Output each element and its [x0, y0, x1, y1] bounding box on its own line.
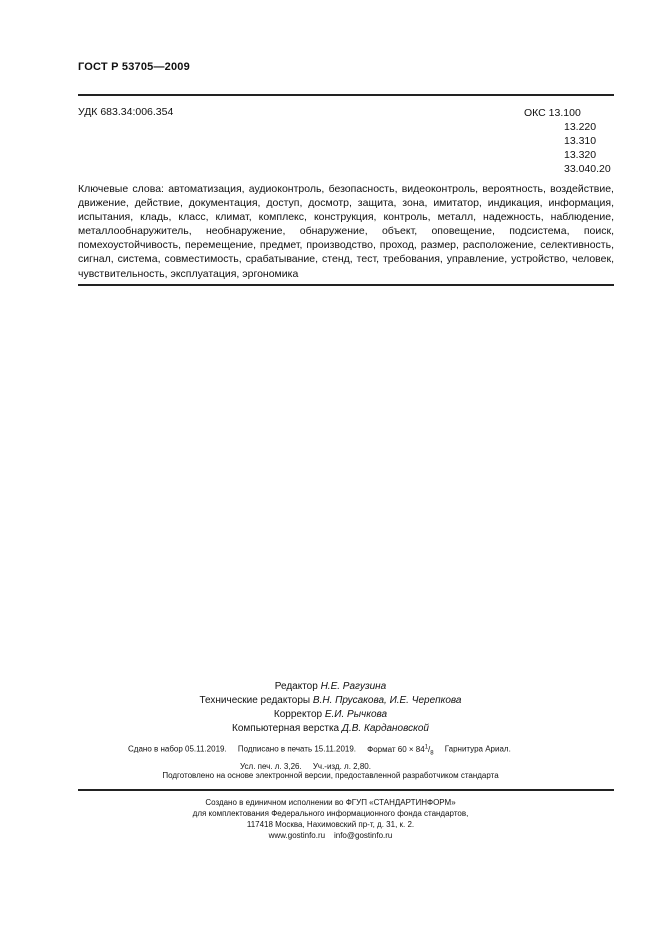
- corrector-name: Е.И. Рычкова: [324, 709, 388, 720]
- oks-block: [524, 106, 616, 176]
- bottom-divider: [78, 284, 614, 286]
- editor-name: Н.Е. Рагузина: [320, 681, 387, 692]
- credits-block: [0, 680, 661, 736]
- oks-code: 13.220: [564, 121, 597, 133]
- oks-code: 13.320: [564, 149, 597, 161]
- keywords-text: автоматизация, аудиоконтроль, безопасность, видеоконтроль, вероятность, воздействие, движение, действие, документация, доступ, досмотр, защита, зона, имитатор, индикация, информация, испытания, кладь, класс, климат, комплекс, конструкция, контроль, металл, надежность, наблюдение, металлообнаружитель, необнаружение, обнаружение, объект, оповещение, подсистема, поиск, помехоустойчивость, перемещение, предмет, производство, проход, размер, расположение, селективность, сигнал, система, совместимость, срабатывание, стенд, тест, требования, управление, устройство, человек, чувствительность, эксплуатация, эргономика: [78, 183, 614, 280]
- layout-line: Компьютерная верстка Д.В. Кардановской: [232, 723, 429, 734]
- corrector-line: Корректор Е.И. Рычкова: [273, 709, 388, 720]
- keywords-paragraph: [78, 182, 614, 281]
- oks-code: 13.310: [564, 135, 597, 147]
- oks-row-1: [524, 106, 616, 120]
- tech-editors-line: Технические редакторы В.Н. Прусакова, И.Е. Черепкова: [199, 695, 462, 706]
- publisher-contacts: [0, 830, 661, 841]
- publisher-line-1: Создано в единичном исполнении во ФГУП «СТАНДАРТИНФОРМ»: [205, 798, 456, 807]
- signed-date: Подписано в печать 15.11.2019.: [237, 744, 357, 754]
- print-sheets: Усл. печ. л. 3,26.: [240, 762, 302, 772]
- imprint-row-1: [128, 741, 588, 760]
- submitted-date: Сдано в набор 05.11.2019.: [128, 744, 227, 754]
- publisher-divider: [78, 789, 614, 791]
- publisher-block: [0, 797, 661, 841]
- udk-code: УДК 683.34:006.354: [78, 106, 174, 118]
- publisher-email-link[interactable]: info@gostinfo.ru: [333, 831, 393, 840]
- standard-number: ГОСТ Р 53705—2009: [78, 61, 190, 73]
- imprint-block: [128, 741, 588, 773]
- top-divider: [78, 94, 614, 96]
- prepared-note: Подготовлено на основе электронной версии, предоставленной разработчиком стандарта: [162, 771, 499, 780]
- layout-name: Д.В. Кардановской: [341, 723, 429, 734]
- publisher-website-link[interactable]: www.gostinfo.ru: [268, 831, 326, 840]
- typeface: Гарнитура Ариал.: [444, 744, 511, 754]
- oks-label: ОКС: [524, 107, 546, 119]
- keywords-label: Ключевые слова:: [78, 183, 164, 195]
- paper-format: Формат $60 \times 84^1/_8$: [367, 744, 434, 757]
- oks-code: 13.100: [548, 107, 581, 119]
- publisher-line-2: для комплектования Федерального информационного фонда стандартов,: [192, 809, 469, 818]
- tech-editors-names: В.Н. Прусакова, И.Е. Черепкова: [312, 695, 462, 706]
- editor-line: Редактор Н.Е. Рагузина: [274, 681, 387, 692]
- oks-code: 33.040.20: [564, 163, 611, 175]
- publishing-sheets: Уч.-изд. л. 2,80.: [312, 762, 371, 772]
- publisher-address: 117418 Москва, Нахимовский пр-т, д. 31, к. 2.: [246, 820, 415, 829]
